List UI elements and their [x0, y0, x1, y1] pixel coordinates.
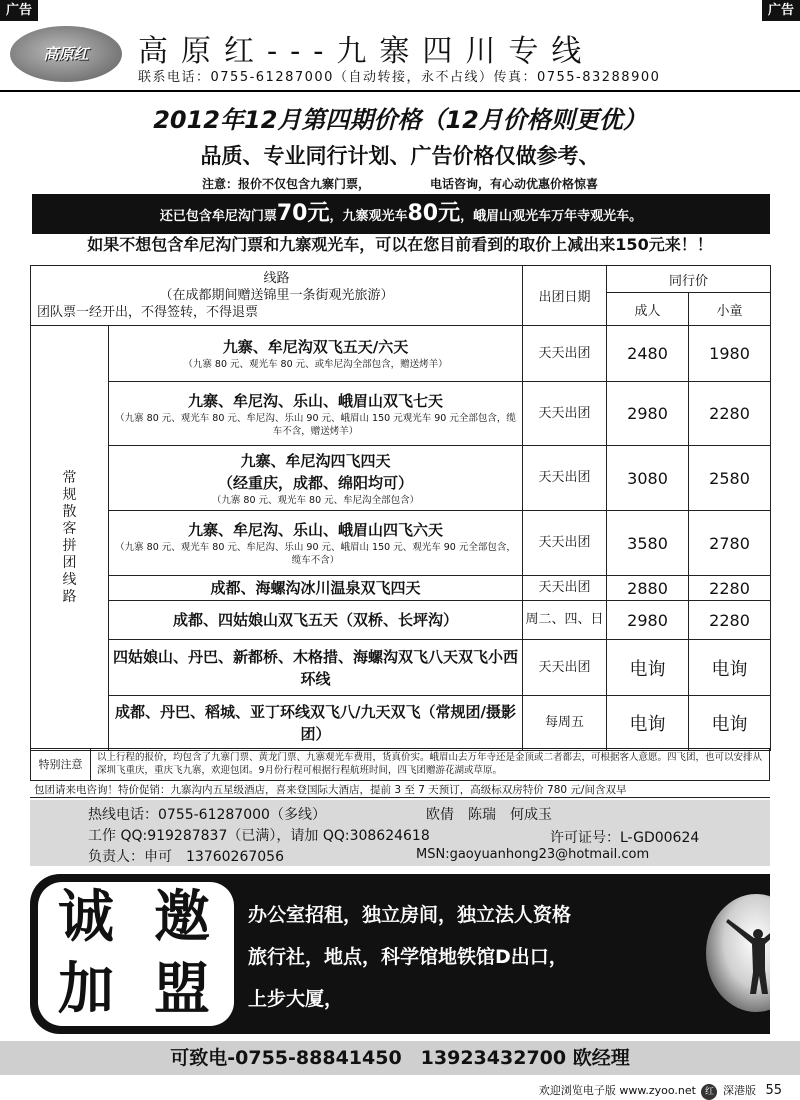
msn-contact: MSN:gaoyuanhong23@hotmail.com — [416, 847, 650, 862]
route-cell — [109, 696, 523, 751]
route-title: 九寨、牟尼沟双飞五天/六天 — [222, 338, 409, 356]
adult-price: 2980 — [607, 601, 689, 640]
invite-join-badge — [38, 882, 234, 1026]
category-char: 团 — [62, 555, 77, 571]
page-headline: 2012年12月第四期价格（12月价格则更优） — [153, 106, 647, 134]
route-title-2: （经重庆，成都、绵阳均可） — [218, 473, 414, 492]
special-notes-label: 特别注意 — [31, 749, 91, 780]
child-price: 2580 — [689, 446, 771, 511]
child-price: 2280 — [689, 382, 771, 446]
invite-char: 盟 — [154, 957, 210, 1022]
price-table — [30, 265, 771, 751]
route-title: 四姑娘山、丹巴、新都桥、木格措、海螺沟双飞八天双飞小西环线 — [113, 647, 519, 688]
route-cell — [109, 576, 523, 601]
person-silhouette-icon — [706, 894, 770, 1012]
work-qq: 工作 QQ:919287837（已满），请加 QQ:308624618 — [88, 828, 430, 844]
adult-header: 成人 — [607, 293, 689, 326]
category-char: 线 — [62, 572, 77, 588]
footer-phone: 可致电-0755-88841450 13923432700 欧经理 — [0, 1041, 800, 1075]
child-price: 2780 — [689, 511, 771, 576]
discount-line: 如果不想包含牟尼沟门票和九寨观光车，可以在您目前看到的取价上减出来150元来！！ — [87, 235, 713, 254]
site-footer-text: 欢迎浏览电子版 www.zyoo.net — [538, 1084, 696, 1097]
departure-date: 天天出团 — [523, 382, 607, 446]
route-header: 线路 — [263, 271, 290, 286]
table-row — [31, 511, 771, 576]
price-note — [0, 175, 800, 192]
route-header-cell — [31, 266, 523, 326]
invite-char: 邀 — [154, 885, 210, 950]
route-title: 九寨、牟尼沟、乐山、峨眉山双飞七天 — [188, 391, 444, 410]
departure-date: 周二、四、日 — [523, 601, 607, 640]
adult-price: 3080 — [607, 446, 689, 511]
departure-date: 天天出团 — [523, 446, 607, 511]
manager-contact: 负责人：申可 13760267056 — [88, 849, 284, 865]
brand-title: 高原红---九寨四川专线 — [138, 34, 595, 69]
child-price: 电询 — [689, 640, 771, 696]
ad-tag-right: 广告 — [762, 0, 800, 21]
route-category-label — [31, 470, 108, 606]
included-items-bar — [32, 194, 770, 234]
category-char: 路 — [62, 589, 77, 605]
bar-price-1: 70元 — [276, 201, 330, 226]
join-line-2: 旅行社，地点，科学馆地铁馆D出口， — [248, 946, 568, 968]
table-row — [31, 640, 771, 696]
route-cell — [109, 640, 523, 696]
departure-date: 天天出团 — [523, 640, 607, 696]
departure-date: 每周五 — [523, 696, 607, 751]
route-note: （九寨 80 元、观光车 80 元、牟尼沟全部包含） — [211, 494, 420, 506]
route-cell — [109, 446, 523, 511]
route-note: （九寨 80 元、观光车 80 元、或牟尼沟全部包含，赠送烤羊） — [183, 359, 448, 370]
bar-price-2: 80元 — [407, 201, 461, 226]
peer-price-header: 同行价 — [607, 266, 771, 293]
bar-text-3: ，峨眉山观光车万年寺观光车。 — [460, 209, 643, 224]
table-row — [31, 326, 771, 382]
brand-mark-icon: 红 — [701, 1084, 717, 1100]
route-cell — [109, 326, 523, 382]
price-note-right: 电话咨询，有心动优惠价格惊喜 — [430, 177, 599, 191]
category-char: 散 — [62, 504, 77, 520]
route-header-ticket-note: 团队票一经开出，不得签转，不得退票 — [37, 305, 259, 320]
route-category — [31, 326, 109, 751]
route-title: 成都、海螺沟冰川温泉双飞四天 — [210, 579, 421, 597]
child-price: 2280 — [689, 576, 771, 601]
page-subhead: 品质、专业同行计划、广告价格仅做参考、 — [200, 144, 600, 168]
contact-box — [30, 800, 770, 866]
route-title: 成都、四姑娘山双飞五天（双桥、长坪沟） — [173, 611, 459, 629]
franchise-banner — [30, 874, 770, 1034]
adult-price: 电询 — [607, 696, 689, 751]
page-number: 55 — [765, 1083, 782, 1098]
category-char: 拼 — [62, 538, 77, 554]
category-char: 常 — [62, 470, 77, 486]
child-header: 小童 — [689, 293, 771, 326]
category-char: 客 — [62, 521, 77, 537]
header — [0, 0, 800, 92]
route-cell — [109, 382, 523, 446]
special-notes-text: 以上行程的报价，均包含了九寨门票、黄龙门票、九寨观光车费用，货真价实。峨眉山去万年寺还是金顶或二者都去，可根据客人意愿。四飞团，也可以安排从深圳飞重庆，重庆飞九寨，欢迎包团。9月份行程可根据行程航班时间，四飞团赠游花湖或草原。 — [97, 752, 763, 776]
table-row — [31, 696, 771, 751]
child-price: 电询 — [689, 696, 771, 751]
route-title: 九寨、牟尼沟、乐山、峨眉山四飞六天 — [188, 521, 444, 539]
departure-date: 天天出团 — [523, 511, 607, 576]
route-note: （九寨 80 元、观光车 80 元、牟尼沟、乐山 90 元、峨眉山 150 元观光车 90 元全部包含，缆车不含，赠送烤羊） — [115, 412, 516, 437]
hotline: 热线电话：0755-61287000（多线） — [88, 807, 326, 823]
route-title: 成都、丹巴、稻城、亚丁环线双飞八/九天双飞（常规团/摄影团） — [115, 703, 516, 743]
special-notes — [30, 748, 770, 781]
header-contact-line: 联系电话：0755-61287000（自动转接，永不占线）传真：0755-83288900 — [138, 70, 661, 85]
table-row — [31, 446, 771, 511]
adult-price: 2880 — [607, 576, 689, 601]
table-row — [31, 382, 771, 446]
staff-names: 欧倩 陈瑞 何成玉 — [426, 807, 552, 823]
table-row — [31, 576, 771, 601]
license-number: 许可证号：L-GD00624 — [550, 830, 700, 846]
edition-label: 深港版 — [722, 1084, 756, 1097]
route-title: 九寨、牟尼沟四飞四天 — [240, 451, 391, 470]
invite-char: 诚 — [58, 885, 114, 950]
adult-price: 2980 — [607, 382, 689, 446]
person-photo — [706, 894, 770, 1012]
date-header: 出团日期 — [523, 266, 607, 326]
category-char: 规 — [62, 487, 77, 503]
route-header-gift: （在成都期间赠送锦里一条街观光旅游） — [159, 288, 394, 303]
child-price: 2280 — [689, 601, 771, 640]
table-row — [31, 601, 771, 640]
ad-tag-left: 广告 — [0, 0, 38, 21]
promo-line: 包团请来电咨询！特价促销：九寨沟内五星级酒店，喜来登国际大酒店，提前 3 至 7 天预订，高级标双房特价 780 元/间含双早 — [30, 782, 770, 798]
route-cell — [109, 511, 523, 576]
bar-text-2: ，九寨观光车 — [329, 209, 408, 224]
join-line-1: 办公室招租，独立房间，独立法人资格 — [248, 904, 572, 926]
price-note-left: 注意：报价不仅包含九寨门票， — [201, 177, 370, 191]
join-line-3: 上步大厦， — [248, 988, 344, 1010]
adult-price: 3580 — [607, 511, 689, 576]
invite-char: 加 — [58, 957, 114, 1022]
departure-date: 天天出团 — [523, 326, 607, 382]
adult-price: 2480 — [607, 326, 689, 382]
route-cell — [109, 601, 523, 640]
brand-logo: 高原红 — [10, 26, 122, 82]
adult-price: 电询 — [607, 640, 689, 696]
route-note: （九寨 80 元、观光车 80 元、牟尼沟、乐山 90 元、峨眉山 150 元、观光车 90 元全部包含，缆车不含） — [115, 542, 516, 566]
child-price: 1980 — [689, 326, 771, 382]
bar-text-1: 还已包含牟尼沟门票 — [159, 209, 277, 224]
departure-date: 天天出团 — [523, 576, 607, 601]
site-footer — [539, 1082, 782, 1100]
